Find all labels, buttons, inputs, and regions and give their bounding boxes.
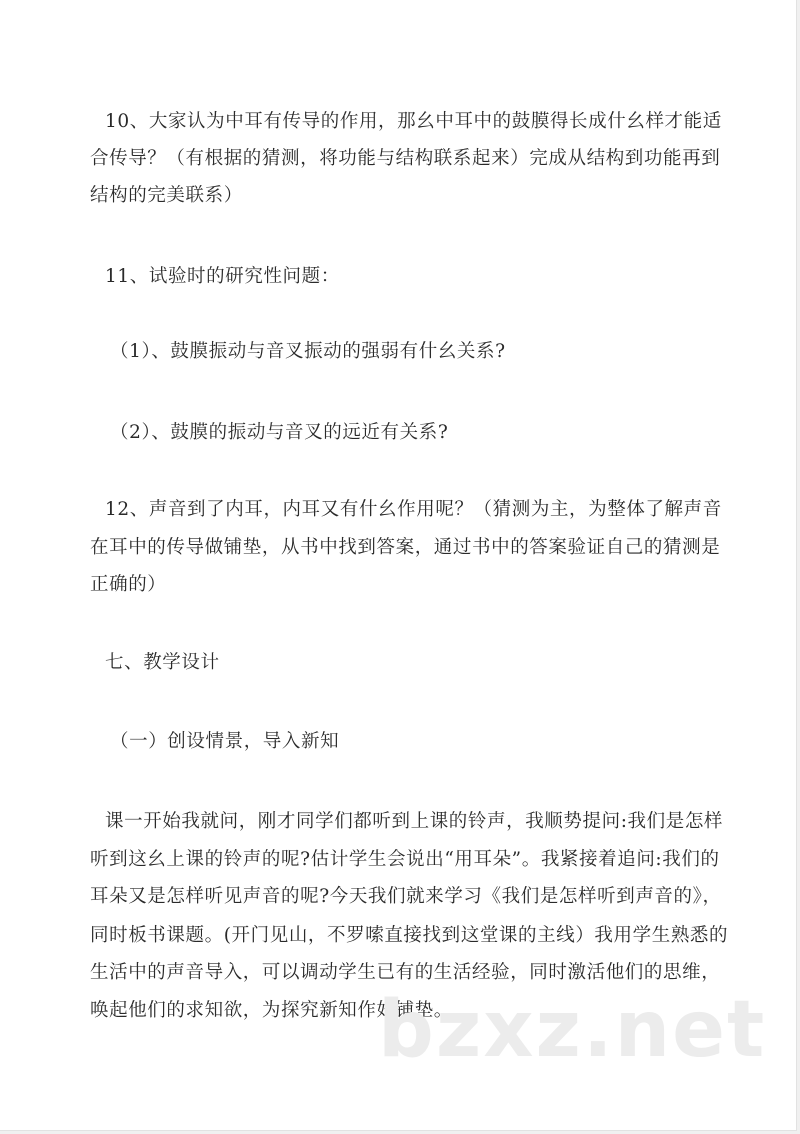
paragraph-line-2: 听到这幺上课的铃声的呢?估计学生会说出“用耳朵”。我紧接着追问:我们的 <box>90 849 720 870</box>
item12-line-3: 正确的） <box>90 574 167 595</box>
section7-heading: 七、教学设计 <box>105 652 220 673</box>
item10-line-1: 10、大家认为中耳有传导的作用，那幺中耳中的鼓膜得长成什幺样才能适 <box>105 111 722 132</box>
paragraph-line-3: 耳朵又是怎样听见声音的呢?今天我们就来学习《我们是怎样听到声音的》， <box>90 886 722 907</box>
item11-question-1: （1）、鼓膜振动与音叉振动的强弱有什幺关系? <box>110 341 506 362</box>
section7-subheading: （一）创设情景，导入新知 <box>110 731 340 752</box>
item12-line-1: 12、声音到了内耳，内耳又有什幺作用呢？（猜测为主，为整体了解声音 <box>105 499 722 520</box>
item11-question-2: （2）、鼓膜的振动与音叉的远近有关系? <box>110 422 449 443</box>
item12-line-2: 在耳中的传导做铺垫，从书中找到答案，通过书中的答案验证自己的猜测是 <box>90 537 721 558</box>
paragraph-line-4: 同时板书课题。(开门见山，不罗嗦直接找到这堂课的主线）我用学生熟悉的 <box>90 925 729 946</box>
item10-line-3: 结构的完美联系） <box>90 185 243 206</box>
paragraph-line-6: 唤起他们的求知欲，为探究新知作好铺垫。 <box>90 1000 453 1021</box>
item11-heading: 11、试验时的研究性问题： <box>105 266 340 287</box>
paragraph-line-5: 生活中的声音导入，可以调动学生已有的生活经验，同时激活他们的思维， <box>90 962 721 983</box>
paragraph-line-1: 课一开始我就问，刚才同学们都听到上课的铃声，我顺势提问:我们是怎样 <box>105 811 724 832</box>
item10-line-2: 合传导？（有根据的猜测，将功能与结构联系起来）完成从结构到功能再到 <box>90 148 721 169</box>
watermark: bzxz.net <box>378 985 767 1075</box>
